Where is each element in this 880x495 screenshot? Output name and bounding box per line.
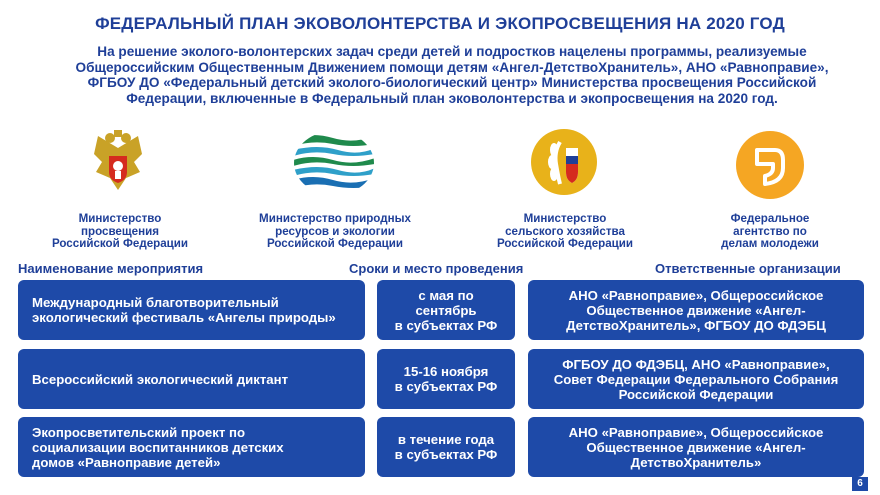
- dates-cell: [377, 349, 515, 409]
- dates-line: сентябрь: [415, 302, 477, 318]
- event-line: домов «Равноправие детей»: [32, 454, 221, 470]
- youth-agency-icon: [735, 130, 805, 200]
- page-title: ФЕДЕРАЛЬНЫЙ ПЛАН ЭКОВОЛОНТЕРСТВА И ЭКОПРОСВЕЩЕНИЯ НА 2020 ГОД: [95, 14, 785, 33]
- orgs-line: АНО «Равноправие», Общероссийское: [568, 424, 824, 440]
- orgs-cell: [528, 349, 864, 409]
- event-line: Всероссийский экологический диктант: [32, 371, 289, 387]
- event-cell: [18, 280, 365, 340]
- orgs-line: Российской Федерации: [618, 386, 774, 402]
- orgs-line: ДетствоХранитель», ФГБОУ ДО ФДЭБЦ: [566, 317, 826, 333]
- coat-of-arms-icon: [90, 128, 146, 198]
- dates-line: в субъектах РФ: [394, 447, 498, 462]
- event-line: социализации воспитанников детских: [32, 439, 284, 455]
- orgs-line: Общественное движение «Ангел-: [586, 302, 806, 318]
- dates-line: с мая по: [418, 287, 474, 303]
- event-line: Экопросветительский проект по: [32, 424, 246, 440]
- page-number: 6: [852, 477, 868, 491]
- org-agriculture-ministry: Министерство сельского хозяйства Российской Федерации: [496, 212, 634, 250]
- event-line: экологический фестиваль «Ангелы природы»: [32, 310, 336, 325]
- dates-line: в субъектах РФ: [394, 317, 498, 333]
- orgs-cell: [528, 417, 864, 477]
- orgs-cell: [528, 280, 864, 340]
- dates-line: 15-16 ноября: [403, 364, 489, 379]
- dates-cell: [377, 417, 515, 477]
- intro-line: Федерации, включенные в Федеральный план эковолонтерства и экопросвещения на 2020 год.: [126, 90, 778, 106]
- nature-ministry-icon: [293, 130, 375, 196]
- orgs-line: АНО «Равноправие», Общероссийское: [568, 287, 824, 303]
- intro-line: На решение эколого-волонтерских задач среди детей и подростков нацелены программы, реализуемые: [97, 44, 807, 59]
- org-nature-ministry: Министерство природных ресурсов и экологии Российской Федерации: [259, 212, 411, 250]
- intro-line: ФГБОУ ДО «Федеральный детский эколого-биологический центр» Министерства просвещения Российской: [87, 75, 817, 90]
- orgs-line: Общественное движение «Ангел-: [586, 439, 806, 455]
- column-header-orgs: Ответственные организации: [655, 261, 841, 276]
- orgs-line: ФГБОУ ДО ФДЭБЦ, АНО «Равноправие»,: [562, 356, 830, 372]
- intro-paragraph: [52, 44, 852, 106]
- org-education-ministry: Министерство просвещения Российской Федерации: [51, 212, 189, 250]
- dates-cell: [377, 280, 515, 340]
- event-line: Международный благотворительный: [32, 295, 279, 310]
- event-cell: [18, 349, 365, 409]
- dates-line: в течение года: [397, 432, 495, 447]
- intro-line: Общероссийским Общественным Движением помощи детям «Ангел-ДетствоХранитель», АНО «Равноправие»,: [75, 59, 829, 75]
- dates-line: в субъектах РФ: [394, 379, 498, 394]
- event-cell: [18, 417, 365, 477]
- org-youth-agency: Федеральное агентство по делам молодежи: [721, 212, 819, 250]
- column-header-event: Наименование мероприятия: [18, 261, 204, 276]
- orgs-line: ДетствоХранитель»: [630, 454, 762, 470]
- orgs-line: Совет Федерации Федерального Собрания: [553, 371, 839, 387]
- wheat-emblem-icon: [530, 128, 598, 196]
- column-header-dates: Сроки и место проведения: [349, 261, 524, 276]
